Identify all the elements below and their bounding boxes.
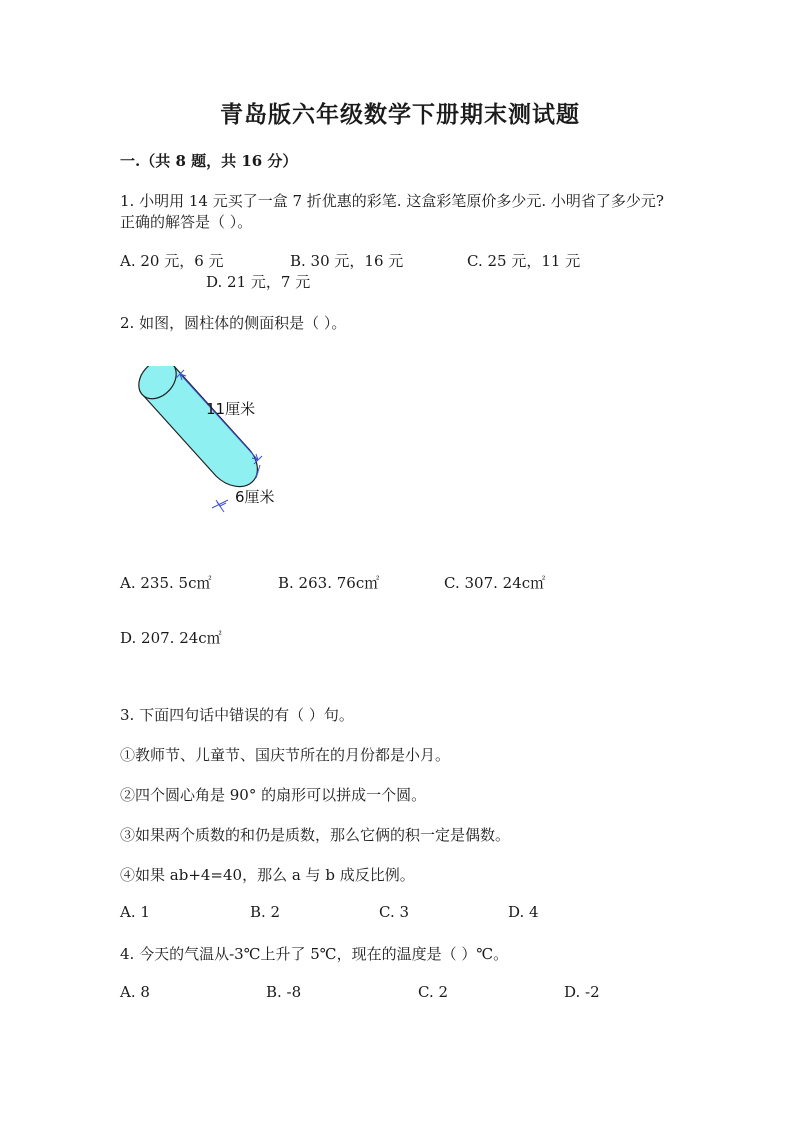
question-1-option-c: C. 25 元，11 元 <box>467 252 581 270</box>
question-1-line-2: 正确的解答是（ ）。 <box>120 213 253 231</box>
question-3-statement-4: ④如果 ab+4=40，那么 a 与 b 成反比例。 <box>120 866 415 884</box>
question-4-option-c: C. 2 <box>418 983 449 1001</box>
question-3-text: 3. 下面四句话中错误的有（ ）句。 <box>120 706 354 724</box>
question-2-option-d: D. 207. 24c㎡ <box>120 629 222 647</box>
page-title: 青岛版六年级数学下册期末测试题 <box>220 101 580 128</box>
question-3-statement-3: ③如果两个质数的和仍是质数，那么它俩的积一定是偶数。 <box>120 826 511 844</box>
question-3-option-d: D. 4 <box>508 903 539 921</box>
question-2-option-c: C. 307. 24c㎡ <box>444 574 546 592</box>
question-2-option-a: A. 235. 5c㎡ <box>120 574 212 592</box>
length-label: 11厘米 <box>206 400 256 418</box>
question-1-option-b: B. 30 元，16 元 <box>290 252 404 270</box>
question-3-statement-2: ②四个圆心角是 90° 的扇形可以拼成一个圆。 <box>120 786 427 804</box>
question-4-option-a: A. 8 <box>120 983 150 1001</box>
question-3-option-a: A. 1 <box>120 903 150 921</box>
question-1-line-1: 1. 小明用 14 元买了一盒 7 折优惠的彩笔. 这盒彩笔原价多少元. 小明省了多少元? <box>120 192 664 210</box>
question-3-statement-1: ①教师节、儿童节、国庆节所在的月份都是小月。 <box>120 746 451 764</box>
question-4-option-b: B. -8 <box>266 983 302 1001</box>
question-3-option-b: B. 2 <box>250 903 281 921</box>
question-3-option-c: C. 3 <box>379 903 410 921</box>
question-2-option-b: B. 263. 76c㎡ <box>278 574 380 592</box>
question-4-option-d: D. -2 <box>564 983 600 1001</box>
section-heading: 一.（共 8 题，共 16 分） <box>120 152 298 170</box>
cylinder-figure <box>120 366 290 526</box>
question-1-option-a: A. 20 元，6 元 <box>120 252 224 270</box>
question-4-text: 4. 今天的气温从-3℃上升了 5℃，现在的温度是（ ）℃。 <box>120 945 509 963</box>
question-2-text: 2. 如图，圆柱体的侧面积是（ ）。 <box>120 314 347 332</box>
diameter-label: 6厘米 <box>235 488 275 506</box>
question-1-option-d: D. 21 元，7 元 <box>206 273 311 291</box>
